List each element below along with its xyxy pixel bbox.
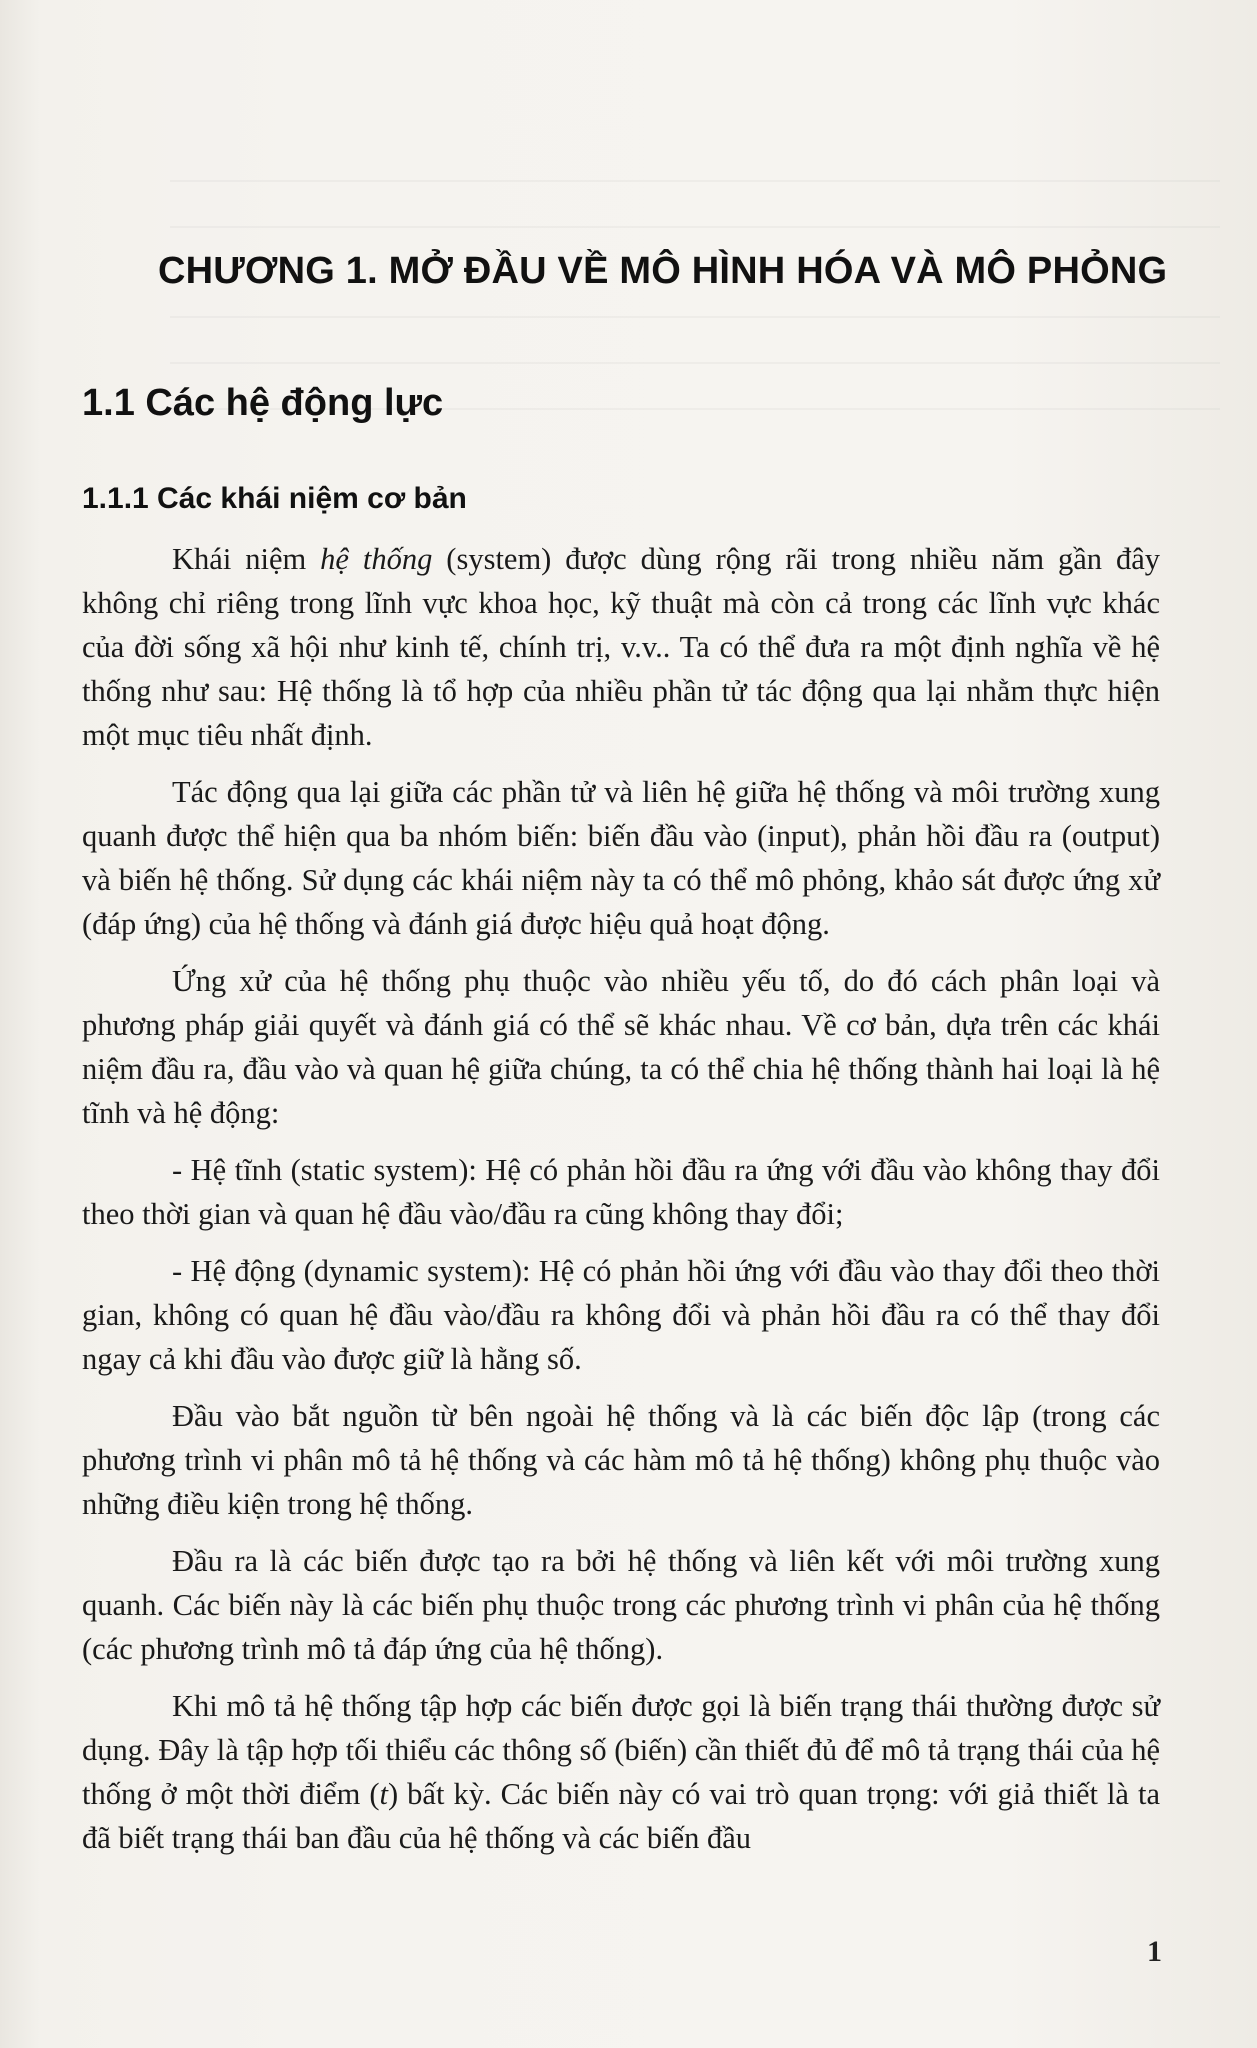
subsection-title: 1.1.1 Các khái niệm cơ bản [82, 482, 467, 515]
page-number: 1 [1147, 1935, 1162, 1968]
paragraph-text: ) bất kỳ. Các biến này có vai trò quan trọng: với giả thiết là ta đã biết trạng thái ban đầu của hệ thống và các biến đầu [82, 1777, 1160, 1855]
emphasized-term: hệ thống [320, 542, 433, 576]
paragraph: Ứng xử của hệ thống phụ thuộc vào nhiều yếu tố, do đó cách phân loại và phương pháp giải quyết và đánh giá có thể sẽ khác nhau. Về cơ bản, dựa trên các khái niệm đầu ra, đầu vào và quan hệ giữa chúng, ta có thể chia hệ thống thành hai loại là hệ tĩnh và hệ động: [82, 964, 1160, 1130]
paragraph: Đầu ra là các biến được tạo ra bởi hệ thống và liên kết với môi trường xung quanh. Các biến này là các biến phụ thuộc trong các phương trình vi phân của hệ thống (các phương trình mô tả đáp ứng của hệ thống). [82, 1544, 1160, 1666]
paragraph: Tác động qua lại giữa các phần tử và liên hệ giữa hệ thống và môi trường xung quanh được thể hiện qua ba nhóm biến: biến đầu vào (input), phản hồi đầu ra (output) và biến hệ thống. Sử dụng các khái niệm này ta có thể mô phỏng, khảo sát được ứng xử (đáp ứng) của hệ thống và đánh giá được hiệu quả hoạt động. [82, 775, 1160, 941]
bleed-through-line [170, 316, 1220, 318]
paragraph-text: (system) được dùng rộng rãi trong nhiều năm gần đây không chỉ riêng trong lĩnh vực khoa học, kỹ thuật mà còn cả trong các lĩnh vực khác của đời sống xã hội như kinh tế, chính trị, v.v.. Ta có thể đưa ra một định nghĩa về hệ thống như sau: Hệ thống là tổ hợp của nhiều phần tử tác động qua lại nhằm thực hiện một mục tiêu nhất định. [82, 542, 1160, 752]
section-title: 1.1 Các hệ động lực [82, 382, 444, 424]
paragraph [82, 1684, 1160, 1860]
bleed-through-line [170, 226, 1220, 228]
emphasized-term: t [379, 1777, 389, 1811]
paragraph: Đầu vào bắt nguồn từ bên ngoài hệ thống và là các biến độc lập (trong các phương trình vi phân mô tả hệ thống và các hàm mô tả hệ thống) không phụ thuộc vào những điều kiện trong hệ thống. [82, 1399, 1160, 1521]
bullet-item-dynamic-system: - Hệ động (dynamic system): Hệ có phản hồi ứng với đầu vào thay đổi theo thời gian, không có quan hệ đầu vào/đầu ra không đổi và phản hồi đầu ra có thể thay đổi ngay cả khi đầu vào được giữ là hằng số. [82, 1254, 1160, 1376]
chapter-title: CHƯƠNG 1. MỞ ĐẦU VỀ MÔ HÌNH HÓA VÀ MÔ PHỎNG [158, 250, 1168, 292]
bleed-through-line [170, 180, 1220, 182]
paragraph-text: Khái niệm [172, 542, 321, 576]
bullet-item-static-system: - Hệ tĩnh (static system): Hệ có phản hồi đầu ra ứng với đầu vào không thay đổi theo thời gian và quan hệ đầu vào/đầu ra cũng không thay đổi; [82, 1153, 1160, 1231]
paragraph [82, 537, 1160, 757]
body-text [82, 537, 1160, 1873]
paragraph-text: Khi mô tả hệ thống tập hợp các biến được gọi là biến trạng thái thường được sử dụng. Đây là tập hợp tối thiểu các thông số (biến) cần thiết đủ để mô tả trạng thái của hệ thống ở một thời điểm ( [82, 1689, 1160, 1811]
bleed-through-line [170, 362, 1220, 364]
